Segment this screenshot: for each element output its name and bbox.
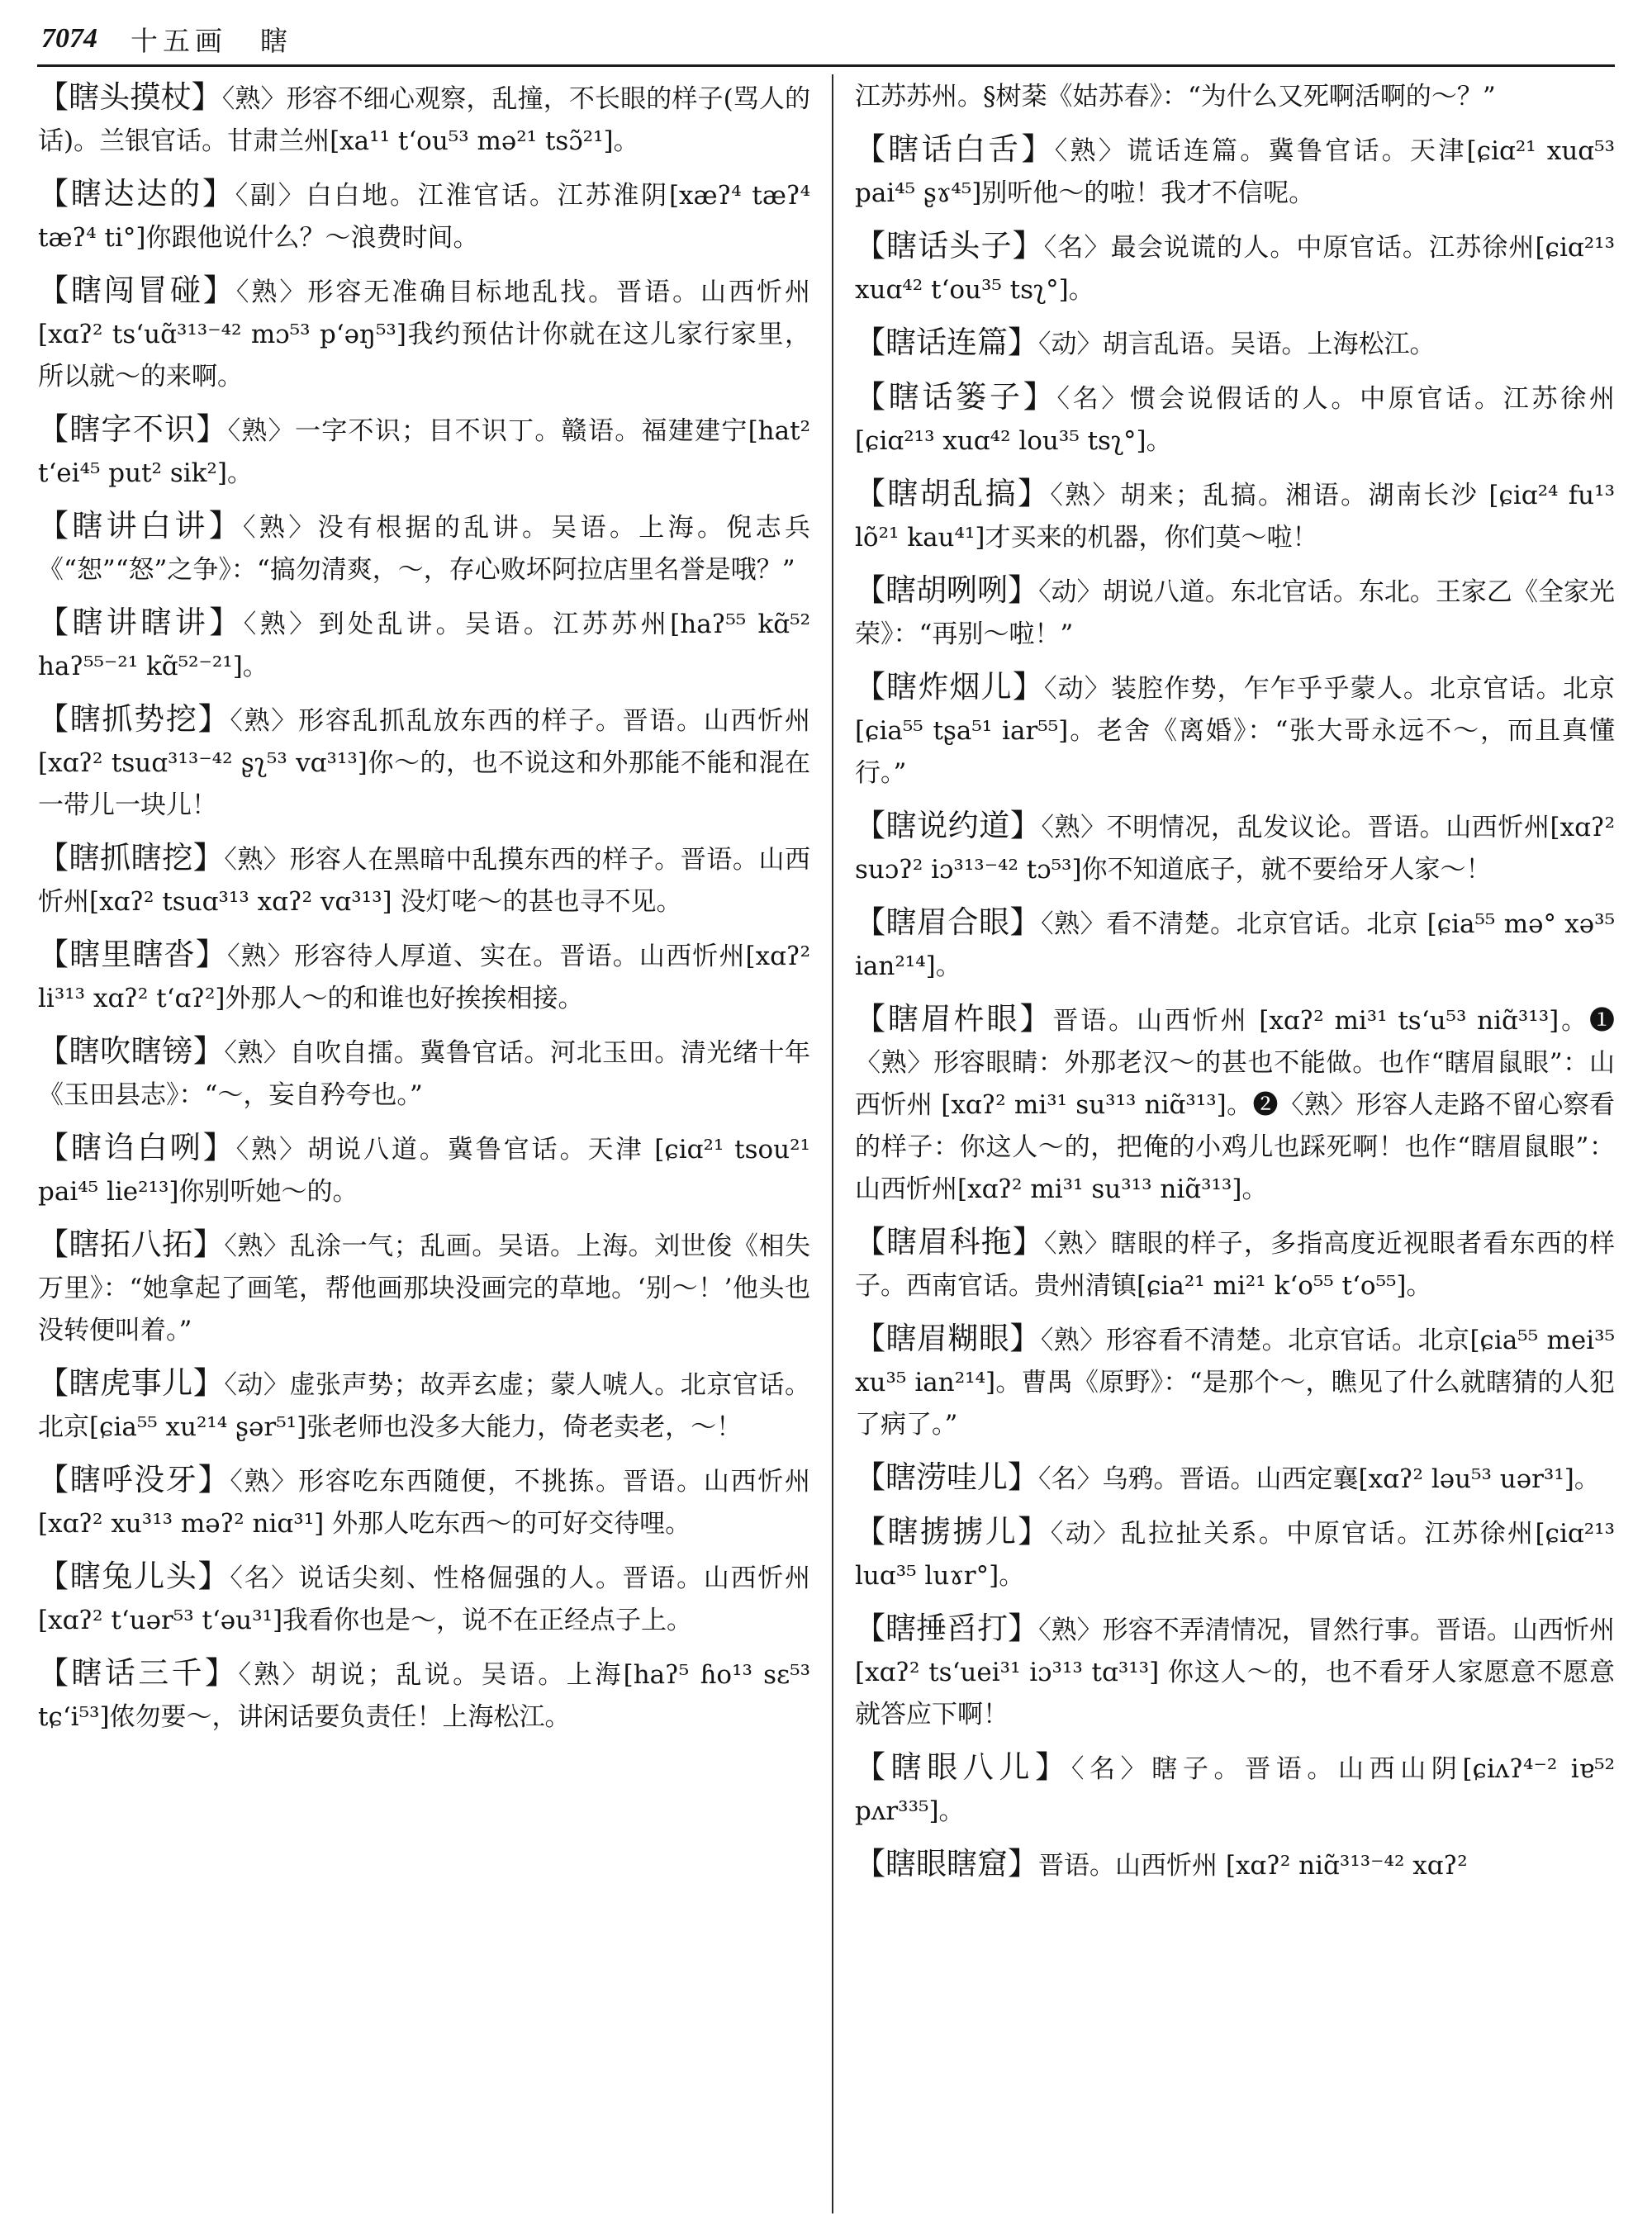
entry-definition: 〈动〉虚张声势；故弄玄虚；蒙人唬人。北京官话。北京[ɕia⁵⁵ xu²¹⁴ ʂər⁵¹]张老师也没多大能力，倚老卖老，～！ xyxy=(38,1370,811,1442)
entry-headword: 【瞎讲白讲】 xyxy=(38,508,244,543)
entry-definition: 〈熟〉形容待人厚道、实在。晋语。山西忻州[xɑʔ² li³¹³ xɑʔ² tʻɑʔ²]外那人～的和谁也好挨挨相接。 xyxy=(38,942,811,1013)
entry-definition: 〈熟〉胡说；乱说。吴语。上海[haʔ⁵ ɦo¹³ sɛ⁵³ tɕʻi⁵³]侬勿要～，讲闲话要负责任！上海松江。 xyxy=(38,1660,811,1732)
dictionary-entry xyxy=(38,1362,810,1449)
dictionary-entry xyxy=(38,269,810,398)
dictionary-entry xyxy=(38,837,810,923)
dictionary-entry xyxy=(855,998,1615,1211)
entry-headword: 【瞎闯冒碰】 xyxy=(38,273,236,308)
entry-definition: 晋语。山西忻州 [xɑʔ² mi³¹ tsʻu⁵³ niɑ̃³¹³]。❶〈熟〉形容眼睛：外那老汉～的甚也不能做。也作“瞎眉鼠眼”：山西忻州 [xɑʔ² mi³¹ su³¹³ niɑ̃³¹³]。❷〈熟〉形容人走路不留心察看的样子：你这人～的，把俺的小鸡儿也踩死啊！也作“瞎眉鼠眼”：山西忻州[xɑʔ² mi³¹ su³¹³ niɑ̃³¹³]。 xyxy=(855,1006,1615,1204)
entry-definition: 〈熟〉一字不识；目不识丁。赣语。福建建宁[hat² tʻei⁴⁵ put² sik²]。 xyxy=(38,416,810,488)
left-column xyxy=(38,76,810,1748)
entry-headword: 【瞎达达的】 xyxy=(38,176,235,211)
entry-headword: 【瞎话白舌】 xyxy=(855,131,1055,167)
entry-definition: 〈熟〉形容不弄清情况，冒然行事。晋语。山西忻州[xɑʔ² tsʻuei³¹ iɔ³¹³ tɑ³¹³] 你这人～的，也不看牙人家愿意不愿意就答应下啊！ xyxy=(855,1616,1615,1729)
entry-headword: 【瞎呼没牙】 xyxy=(38,1462,230,1497)
entry-definition: 晋语。山西忻州 [xɑʔ² niɑ̃³¹³⁻⁴² xɑʔ² xyxy=(1038,1851,1468,1881)
entry-definition: 〈名〉说话尖刻、性格倔强的人。晋语。山西忻州[xɑʔ² tʻuər⁵³ tʻəu³¹]我看你也是～，说不在正经点子上。 xyxy=(38,1563,811,1635)
entry-headword: 【瞎眼瞎窟】 xyxy=(855,1846,1038,1881)
entry-headword: 【瞎胡乱搞】 xyxy=(855,476,1051,511)
entry-continuation: 江苏苏州。§树棻《姑苏春》：“为什么又死啊活啊的～？” xyxy=(855,82,1496,112)
entry-definition: 〈名〉瞎子。晋语。山西山阴[ɕiʌʔ⁴⁻² iɐ⁵² pʌr³³⁵]。 xyxy=(855,1754,1616,1826)
dictionary-entry xyxy=(38,1555,810,1642)
column-divider xyxy=(832,74,833,2213)
dictionary-entry xyxy=(855,321,1615,366)
entry-headword: 【瞎讲瞎讲】 xyxy=(38,605,244,640)
entry-definition: 〈熟〉看不清楚。北京官话。北京 [ɕia⁵⁵ mə° xə³⁵ ian²¹⁴]。 xyxy=(855,909,1615,981)
entry-definition: 〈熟〉形容吃东西随便，不挑拣。晋语。山西忻州[xɑʔ² xu³¹³ məʔ² niɑ³¹] 外那人吃东西～的可好交待哩。 xyxy=(38,1467,811,1539)
page-number: 7074 xyxy=(41,23,97,54)
dictionary-entry xyxy=(38,601,810,688)
entry-definition: 〈熟〉胡说八道。冀鲁官话。天津 [ɕiɑ²¹ tsou²¹ pai⁴⁵ lie²¹³]你别听她～的。 xyxy=(38,1135,810,1207)
right-column xyxy=(855,76,1615,1897)
dictionary-entry xyxy=(855,472,1615,559)
dictionary-entry xyxy=(855,804,1615,891)
entry-definition: 〈熟〉形容无准确目标地乱找。晋语。山西忻州[xɑʔ² tsʻuɑ̃³¹³⁻⁴² mɔ⁵³ pʻəŋ⁵³]我约预估计你就在这儿家行家里，所以就～的来啊。 xyxy=(38,278,811,391)
dictionary-entry xyxy=(38,1223,810,1352)
header-rule xyxy=(37,64,1615,67)
entry-headword: 【瞎眉杵眼】 xyxy=(855,1001,1053,1037)
entry-headword: 【瞎捶舀打】 xyxy=(855,1611,1039,1646)
entry-definition: 〈名〉惯会说假话的人。中原官话。江苏徐州[ɕiɑ²¹³ xuɑ⁴² lou³⁵ tsʅ°]。 xyxy=(855,384,1616,456)
dictionary-entry xyxy=(38,76,810,163)
entry-headword: 【瞎话头子】 xyxy=(855,228,1044,263)
dictionary-entry xyxy=(855,666,1615,795)
entry-headword: 【瞎掳掳儿】 xyxy=(855,1514,1051,1549)
entry-headword: 【瞎眉糊眼】 xyxy=(855,1321,1041,1356)
dictionary-entry xyxy=(38,1459,810,1545)
section-title: 十五画 xyxy=(131,24,227,57)
header-headword-char: 瞎 xyxy=(260,24,287,57)
entry-headword: 【瞎胡咧咧】 xyxy=(855,572,1039,608)
dictionary-entry xyxy=(855,1221,1615,1307)
entry-definition: 〈熟〉不明情况，乱发议论。晋语。山西忻州[xɑʔ² suɔʔ² iɔ³¹³⁻⁴² tɔ⁵³]你不知道底子，就不要给牙人家～！ xyxy=(855,813,1615,885)
entry-headword: 【瞎吹瞎镑】 xyxy=(38,1033,225,1069)
entry-definition: 〈熟〉谎话连篇。冀鲁官话。天津[ɕiɑ²¹ xuɑ⁵³ pai⁴⁵ ʂɤ⁴⁵]别听他～的啦！我才不信呢。 xyxy=(855,136,1616,208)
dictionary-entry xyxy=(38,408,810,495)
entry-definition: 〈熟〉没有根据的乱讲。吴语。上海。倪志兵《“恕”“怒”之争》：“搞勿清爽，～，存心败坏阿拉店里名誉是哦？” xyxy=(38,513,811,585)
dictionary-entry xyxy=(855,1843,1615,1887)
dictionary-entry xyxy=(38,1652,810,1739)
entry-headword: 【瞎里瞎沓】 xyxy=(38,937,227,972)
entry-headword: 【瞎话篓子】 xyxy=(855,379,1057,415)
dictionary-entry xyxy=(38,698,810,827)
dictionary-entry xyxy=(855,225,1615,311)
entry-definition: 〈动〉乱拉扯关系。中原官话。江苏徐州[ɕiɑ²¹³ luɑ³⁵ luɤr°]。 xyxy=(855,1519,1615,1591)
entry-headword: 【瞎涝哇儿】 xyxy=(855,1459,1038,1495)
entry-definition: 〈熟〉瞎眼的样子，多指高度近视眼者看东西的样子。西南官话。贵州清镇[ɕia²¹ mi²¹ kʻo⁵⁵ tʻo⁵⁵]。 xyxy=(855,1229,1615,1301)
dictionary-entry xyxy=(855,376,1615,463)
entry-definition: 〈熟〉形容不细心观察，乱撞，不长眼的样子(骂人的话)。兰银官话。甘肃兰州[xa¹¹ tʻou⁵³ mə²¹ tsɔ̃²¹]。 xyxy=(38,84,811,156)
entry-definition: 〈熟〉形容乱抓乱放东西的样子。晋语。山西忻州[xɑʔ² tsuɑ³¹³⁻⁴² ʂʅ⁵³ vɑ³¹³]你～的，也不说这和外那能不能和混在一带儿一块儿！ xyxy=(38,706,811,820)
entry-headword: 【瞎拓八拓】 xyxy=(38,1226,225,1262)
dictionary-entry xyxy=(855,569,1615,656)
entry-headword: 【瞎话连篇】 xyxy=(855,325,1038,360)
entry-headword: 【瞎眉合眼】 xyxy=(855,904,1042,940)
dictionary-entry xyxy=(855,1607,1615,1736)
entry-definition: 〈熟〉到处乱讲。吴语。江苏苏州[haʔ⁵⁵ kɑ̃⁵² haʔ⁵⁵⁻²¹ kɑ̃⁵²⁻²¹]。 xyxy=(38,610,810,681)
dictionary-entry xyxy=(38,933,810,1020)
entry-headword: 【瞎兔儿头】 xyxy=(38,1559,230,1594)
entry-headword: 【瞎诌白咧】 xyxy=(38,1130,236,1165)
page-header xyxy=(41,15,1611,63)
dictionary-entry xyxy=(855,901,1615,988)
entry-headword: 【瞎抓势挖】 xyxy=(38,701,230,737)
entry-definition: 〈动〉胡说八道。东北官话。东北。王家乙《全家光荣》：“再别～啦！” xyxy=(855,577,1615,649)
dictionary-entry xyxy=(38,505,810,591)
entry-headword: 【瞎眉科拖】 xyxy=(855,1224,1044,1260)
entry-definition: 〈动〉装腔作势，乍乍乎乎蒙人。北京官话。北京[ɕia⁵⁵ tʂa⁵¹ iar⁵⁵]。老舍《离婚》：“张大哥永远不～，而且真懂行。” xyxy=(855,674,1615,788)
entry-definition: 〈熟〉乱涂一气；乱画。吴语。上海。刘世俊《相失万里》：“她拿起了画笔，帮他画那块没画完的草地。‘别～！’他头也没转便叫着。” xyxy=(38,1231,811,1345)
entry-headword: 【瞎字不识】 xyxy=(38,411,228,447)
entry-definition: 〈熟〉形容看不清楚。北京官话。北京[ɕia⁵⁵ mei³⁵ xu³⁵ ian²¹⁴]。曹禺《原野》：“是那个～，瞧见了什么就瞎猜的人犯了病了。” xyxy=(855,1326,1615,1440)
dictionary-entry xyxy=(855,128,1615,215)
dictionary-entry xyxy=(38,1030,810,1117)
entry-definition: 〈副〉白白地。江淮官话。江苏淮阴[xæʔ⁴ tæʔ⁴ tæʔ⁴ ti°]你跟他说什么？～浪费时间。 xyxy=(38,181,811,253)
entry-headword: 【瞎虎事儿】 xyxy=(38,1365,225,1401)
entry-headword: 【瞎说约道】 xyxy=(855,808,1042,843)
entry-definition: 〈熟〉自吹自擂。冀鲁官话。河北玉田。清光绪十年《玉田县志》：“～，妄自矜夸也。” xyxy=(38,1038,811,1110)
entry-headword: 【瞎抓瞎挖】 xyxy=(38,840,225,875)
entry-headword: 【瞎炸烟儿】 xyxy=(855,669,1044,705)
dictionary-entry xyxy=(38,1127,810,1213)
entry-definition: 〈名〉乌鸦。晋语。山西定襄[xɑʔ² ləu⁵³ uər³¹]。 xyxy=(1038,1464,1600,1494)
dictionary-entry xyxy=(38,173,810,259)
dictionary-entry xyxy=(855,1317,1615,1446)
entry-definition: 〈熟〉形容人在黑暗中乱摸东西的样子。晋语。山西忻州[xɑʔ² tsuɑ³¹³ xɑʔ² vɑ³¹³] 没灯咾～的甚也寻不见。 xyxy=(38,845,811,917)
entry-headword: 【瞎头摸杖】 xyxy=(38,79,222,115)
entry-headword: 【瞎眼八儿】 xyxy=(855,1749,1071,1785)
entry-definition: 〈熟〉胡来；乱搞。湘语。湖南长沙 [ɕiɑ²⁴ fu¹³ lõ²¹ kau⁴¹]才买来的机器，你们莫～啦！ xyxy=(855,481,1615,553)
entry-definition: 〈动〉胡言乱语。吴语。上海松江。 xyxy=(1038,330,1436,359)
dictionary-entry xyxy=(855,1456,1615,1501)
entry-definition: 〈名〉最会说谎的人。中原官话。江苏徐州[ɕiɑ²¹³ xuɑ⁴² tʻou³⁵ tsʅ°]。 xyxy=(855,233,1616,305)
dictionary-entry xyxy=(855,1511,1615,1597)
dictionary-entry xyxy=(855,1746,1615,1833)
entry-headword: 【瞎话三千】 xyxy=(38,1655,239,1691)
